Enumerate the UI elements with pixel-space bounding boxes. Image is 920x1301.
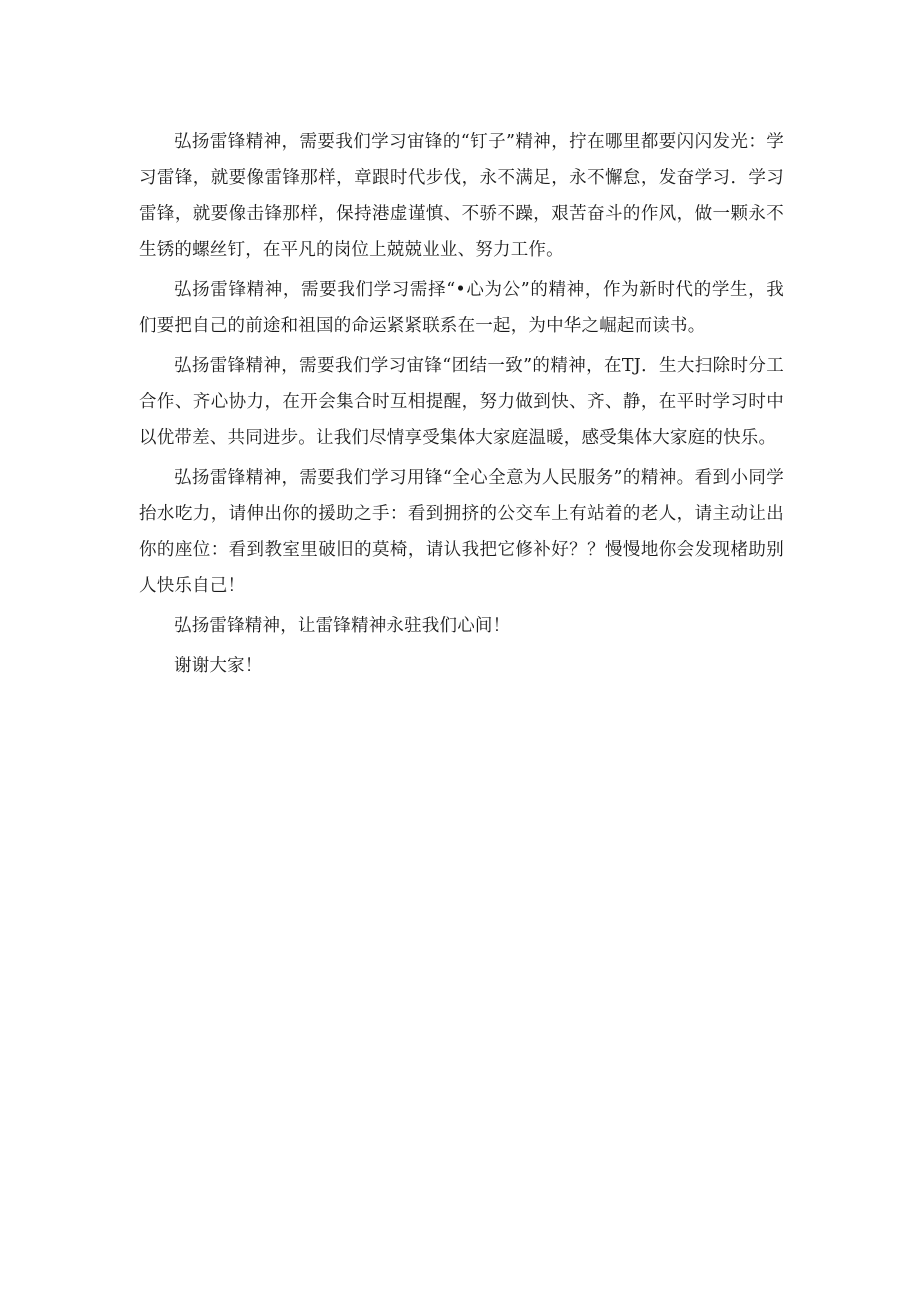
paragraph-thanks: 谢谢大家！ bbox=[174, 656, 263, 676]
document-body bbox=[139, 124, 784, 688]
paragraph-unity-spirit: 弘扬雷锋精神，需要我们学习宙锋“团结一致”的精神，在TJ．生大扫除时分工合作、齐心协力，在开会集合时互相提醒，努力做到快、齐、静，在平时学习时中以优带差、共同进步。让我们尽情享受集体大家庭温暖，感受集体大家庭的快乐。 bbox=[139, 356, 784, 448]
paragraph-nail-spirit: 弘扬雷锋精神，需要我们学习宙锋的“钉子”精神，拧在哪里都要闪闪发光：学习雷锋，就要像雷锋那样，章跟时代步伐，永不满足，永不懈怠，发奋学习．学习雷锋，就要像击锋那样，保持港虚谨慎、不骄不躁，艰苦奋斗的作风，做一颗永不生锈的螺丝钉，在平凡的岗位上兢兢业业、努力工作。 bbox=[139, 132, 784, 260]
paragraph-serve-people-spirit: 弘扬雷锋精神，需要我们学习用锋“全心全意为人民服务”的精神。看到小同学抬水吃力，请伸出你的援助之手：看到拥挤的公交车上有站着的老人，请主动让出你的座位：看到教室里破旧的莫椅，请认我把它修补好？？慢慢地你会发现楮助别人快乐自己！ bbox=[139, 468, 784, 596]
paragraph-selfless-spirit: 弘扬雷锋精神，需要我们学习需择“•心为公”的精神，作为新时代的学生，我们要把自己的前途和祖国的命运紧紧联系在一起，为中华之崛起而读书。 bbox=[139, 280, 784, 336]
paragraph-closing-call: 弘扬雷锋精神，让雷锋精神永驻我们心间！ bbox=[174, 616, 511, 636]
